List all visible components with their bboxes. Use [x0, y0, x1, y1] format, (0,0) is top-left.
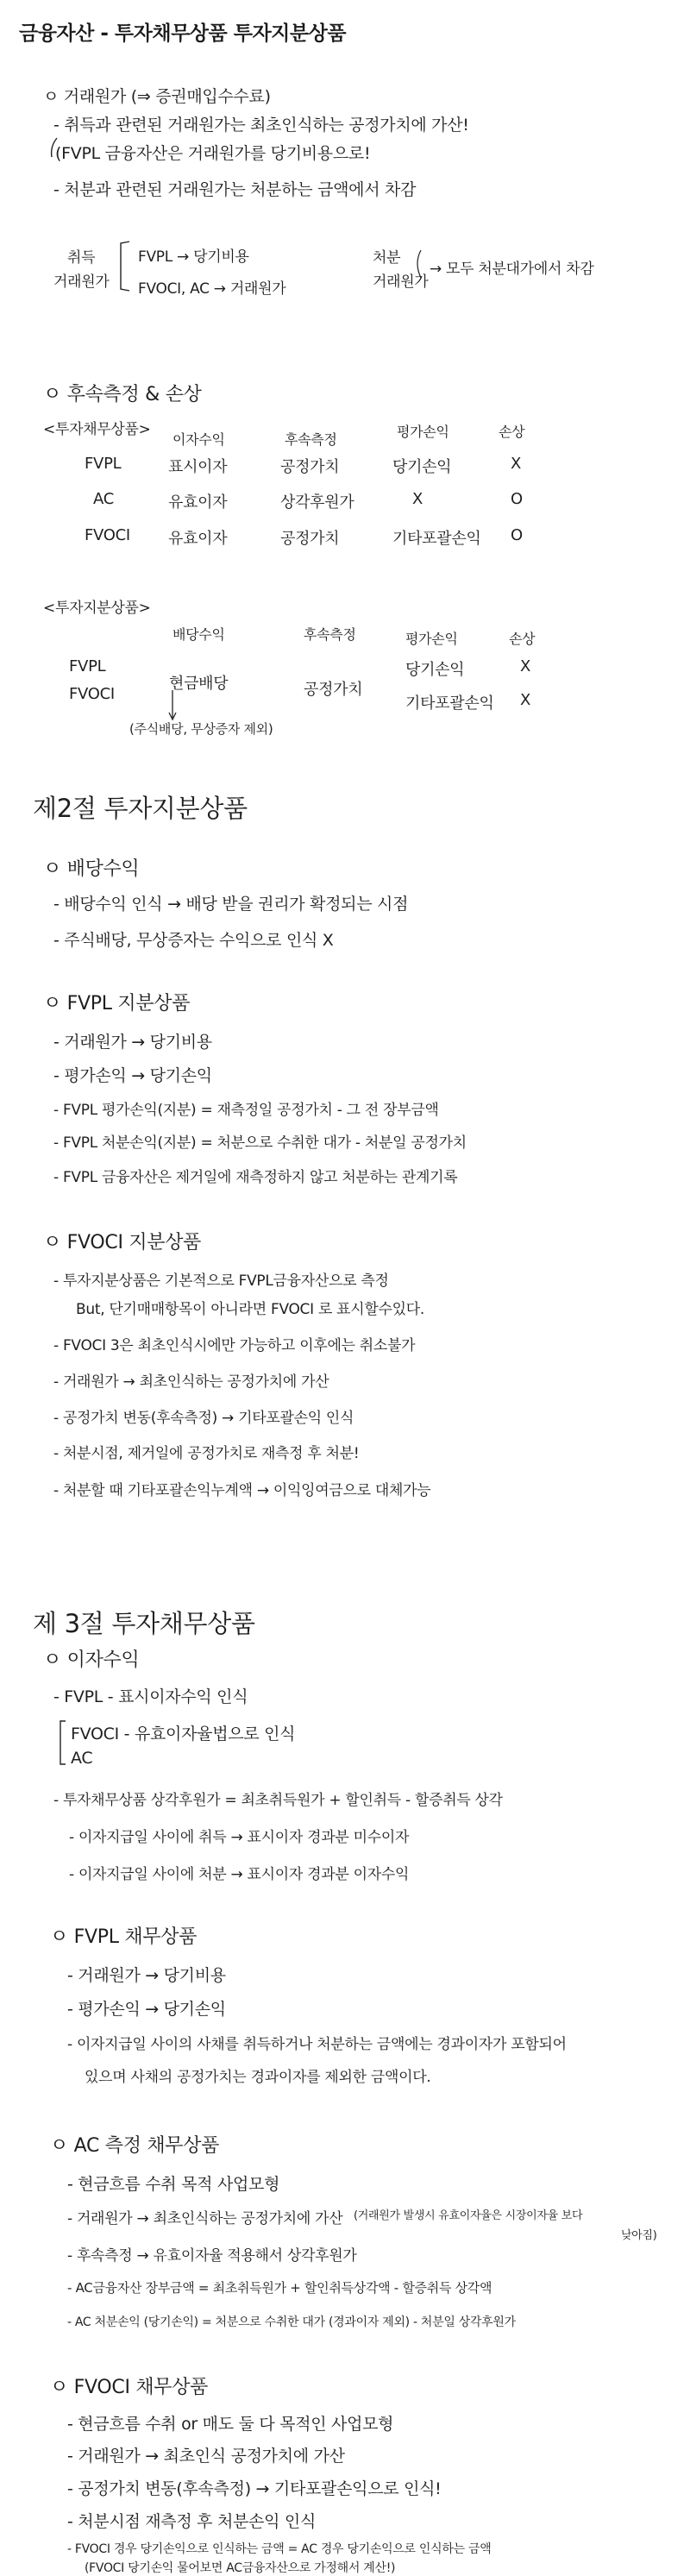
fvpl-equity-line-2: - 평가손익 → 당기손익 — [53, 1066, 212, 1085]
diagram-acquire-cost-label: 거래원가 — [53, 273, 110, 291]
fvoci-debt-line-5: - FVOCI 경우 당기손익으로 인식하는 금액 = AC 경우 당기손익으로 인식하는 금액 — [67, 2542, 492, 2556]
fvoci-equity-line-1: - 투자지분상품은 기본적으로 FVPL금융자산으로 측정 — [53, 1272, 389, 1290]
fvoci-equity-line-6: - 처분시점, 제거일에 공정가치로 재측정 후 처분! — [53, 1445, 360, 1462]
interest-bracket — [60, 1721, 66, 1764]
transaction-cost-line-2: (FVPL 금융자산은 거래원가를 당기비용으로! — [55, 144, 371, 163]
fvpl-equity-line-3: - FVPL 평가손익(지분) = 재측정일 공정가치 - 그 전 장부금액 — [53, 1102, 439, 1119]
interest-heading: ㅇ 이자수익 — [43, 1649, 140, 1671]
fvoci-debt-line-4: - 처분시점 재측정 후 처분손익 인식 — [67, 2512, 317, 2531]
dividend-heading: ㅇ 배당수익 — [43, 858, 140, 880]
arrow-down-icon — [169, 690, 176, 719]
table2-cell: 당기손익 — [405, 661, 465, 679]
table2-header-measurement: 후속측정 — [304, 626, 356, 643]
table2-cell: X — [520, 657, 531, 675]
table1-cell: X — [412, 490, 423, 508]
fvpl-equity-line-1: - 거래원가 → 당기비용 — [53, 1033, 212, 1052]
diagram-dispose-label: 처분 — [373, 249, 401, 267]
fvpl-equity-line-4: - FVPL 처분손익(지분) = 처분으로 수취한 대가 - 처분일 공정가치 — [53, 1134, 467, 1152]
diagram-dispose-result: → 모두 처분대가에서 차감 — [430, 261, 594, 278]
ac-debt-line-4: - AC금융자산 장부금액 = 최초취득원가 + 할인취득상각액 - 할증취득 상각액 — [67, 2280, 492, 2296]
table1-header-measurement: 후속측정 — [285, 431, 337, 448]
fvoci-debt-line-6: (FVOCI 당기손익 물어보면 AC금융자산으로 가정해서 계산!) — [85, 2561, 396, 2575]
ac-debt-line-2-note: (거래원가 발생시 유효이자율은 시장이자율 보다 — [354, 2209, 583, 2222]
table1-row-label: AC — [93, 490, 114, 508]
fvoci-equity-line-3: - FVOCI 3은 최초인식시에만 가능하고 이후에는 취소불가 — [53, 1337, 416, 1354]
table1-cell: O — [511, 490, 523, 508]
fvpl-debt-line-1: - 거래원가 → 당기비용 — [67, 1966, 226, 1985]
table1-cell: 공정가치 — [280, 458, 340, 476]
ac-debt-line-2-note-cont: 낮아짐) — [621, 2229, 657, 2242]
ac-debt-line-1: - 현금흐름 수취 목적 사업모형 — [67, 2175, 280, 2194]
table2-header-impairment: 손상 — [509, 631, 536, 647]
fvoci-equity-line-5: - 공정가치 변동(후속측정) → 기타포괄손익 인식 — [53, 1410, 354, 1427]
table1-cell: O — [511, 526, 523, 544]
ac-debt-line-3: - 후속측정 → 유효이자율 적용해서 상각후원가 — [67, 2247, 357, 2265]
interest-line-4: - 투자채무상품 상각후원가 = 최초취득원가 + 할인취득 - 할증취득 상각 — [53, 1792, 503, 1809]
diagram-dispose-cost-label: 거래원가 — [373, 273, 429, 291]
page-title: 금융자산 - 투자채무상품 투자지분상품 — [19, 22, 347, 45]
table2-cell: 현금배당 — [169, 675, 229, 693]
fvoci-debt-line-1: - 현금흐름 수취 or 매도 둘 다 목적인 사업모형 — [67, 2415, 394, 2434]
table2-row-label: FVOCI — [69, 685, 115, 703]
interest-line-2: FVOCI - 유효이자율법으로 인식 — [71, 1725, 296, 1744]
chapter3-title: 제 3절 투자채무상품 — [33, 1609, 255, 1638]
table1-cell: 표시이자 — [168, 458, 228, 476]
dividend-line-1: - 배당수익 인식 → 배당 받을 권리가 확정되는 시점 — [53, 895, 409, 914]
equity-instrument-subheading: <투자지분상품> — [43, 600, 151, 617]
table1-header-impairment: 손상 — [499, 424, 525, 440]
fvoci-debt-line-3: - 공정가치 변동(후속측정) → 기타포괄손익으로 인식! — [67, 2479, 442, 2498]
ac-debt-heading: ㅇ AC 측정 채무상품 — [50, 2135, 220, 2157]
diagram-fvpl-branch: FVPL → 당기비용 — [138, 248, 249, 266]
debt-instrument-subheading: <투자채무상품> — [43, 421, 151, 438]
table2-cell: X — [520, 691, 531, 709]
fvpl-equity-line-5: - FVPL 금융자산은 제거일에 재측정하지 않고 처분하는 관계기록 — [53, 1169, 458, 1186]
table1-cell: 상각후원가 — [280, 493, 354, 512]
table2-header-dividend: 배당수익 — [172, 626, 225, 643]
transaction-cost-line-3: - 처분과 관련된 거래원가는 처분하는 금액에서 차감 — [53, 180, 417, 199]
diagram-acquire-label: 취득 — [67, 249, 96, 267]
table1-cell: 유효이자 — [168, 493, 228, 512]
transaction-cost-heading: ㅇ 거래원가 (⇒ 증권매입수수료) — [43, 87, 271, 106]
table2-note: (주식배당, 무상증자 제외) — [129, 721, 273, 737]
fvpl-debt-heading: ㅇ FVPL 채무상품 — [50, 1926, 198, 1948]
table2-header-valuation: 평가손익 — [405, 631, 458, 647]
fvoci-equity-line-4: - 거래원가 → 최초인식하는 공정가치에 가산 — [53, 1373, 329, 1391]
diagram-bracket — [121, 242, 129, 291]
chapter2-title: 제2절 투자지분상품 — [33, 794, 248, 823]
table1-header-interest: 이자수익 — [172, 431, 225, 448]
table1-cell: X — [511, 455, 522, 473]
interest-line-1: - FVPL - 표시이자수익 인식 — [53, 1687, 248, 1706]
subsequent-measurement-heading: ㅇ 후속측정 & 손상 — [43, 384, 202, 405]
fvoci-equity-heading: ㅇ FVOCI 지분상품 — [43, 1232, 202, 1253]
dividend-line-2: - 주식배당, 무상증자는 수익으로 인식 X — [53, 931, 334, 950]
fvpl-debt-line-4: 있으며 사채의 공정가치는 경과이자를 제외한 금액이다. — [85, 2069, 431, 2086]
fvoci-equity-line-2: But, 단기매매항목이 아니라면 FVOCI 로 표시할수있다. — [76, 1301, 424, 1318]
table1-cell: 당기손익 — [392, 458, 452, 476]
interest-line-5: - 이자지급일 사이에 취득 → 표시이자 경과분 미수이자 — [69, 1829, 410, 1846]
table1-cell: 기타포괄손익 — [392, 530, 481, 548]
table1-row-label: FVPL — [85, 455, 122, 473]
fvpl-debt-line-2: - 평가손익 → 당기손익 — [67, 2000, 226, 2019]
fvpl-equity-heading: ㅇ FVPL 지분상품 — [43, 993, 191, 1015]
table2-row-label: FVPL — [69, 657, 106, 675]
table1-row-label: FVOCI — [85, 526, 130, 544]
fvoci-debt-heading: ㅇ FVOCI 채무상품 — [50, 2377, 209, 2398]
fvoci-debt-line-2: - 거래원가 → 최초인식 공정가치에 가산 — [67, 2447, 345, 2466]
table2-cell: 공정가치 — [304, 681, 363, 699]
table2-cell: 기타포괄손익 — [405, 694, 494, 713]
transaction-cost-line-1: - 취득과 관련된 거래원가는 최초인식하는 공정가치에 가산! — [53, 116, 469, 135]
table1-cell: 공정가치 — [280, 530, 340, 548]
diagram-fvoci-branch: FVOCI, AC → 거래원가 — [138, 280, 286, 298]
ac-debt-line-2: - 거래원가 → 최초인식하는 공정가치에 가산 — [67, 2210, 343, 2227]
table1-cell: 유효이자 — [168, 530, 228, 548]
fvpl-debt-line-3: - 이자지급일 사이의 사채를 취득하거나 처분하는 금액에는 경과이자가 포함되어 — [67, 2036, 567, 2053]
interest-line-3: AC — [71, 1749, 93, 1768]
interest-line-6: - 이자지급일 사이에 처분 → 표시이자 경과분 이자수익 — [69, 1866, 410, 1883]
fvoci-equity-line-7: - 처분할 때 기타포괄손익누계액 → 이익잉여금으로 대체가능 — [53, 1482, 431, 1499]
ac-debt-line-5: - AC 처분손익 (당기손익) = 처분으로 수취한 대가 (경과이자 제외) - 처분일 상각후원가 — [67, 2315, 516, 2329]
table1-header-valuation: 평가손익 — [397, 424, 449, 440]
